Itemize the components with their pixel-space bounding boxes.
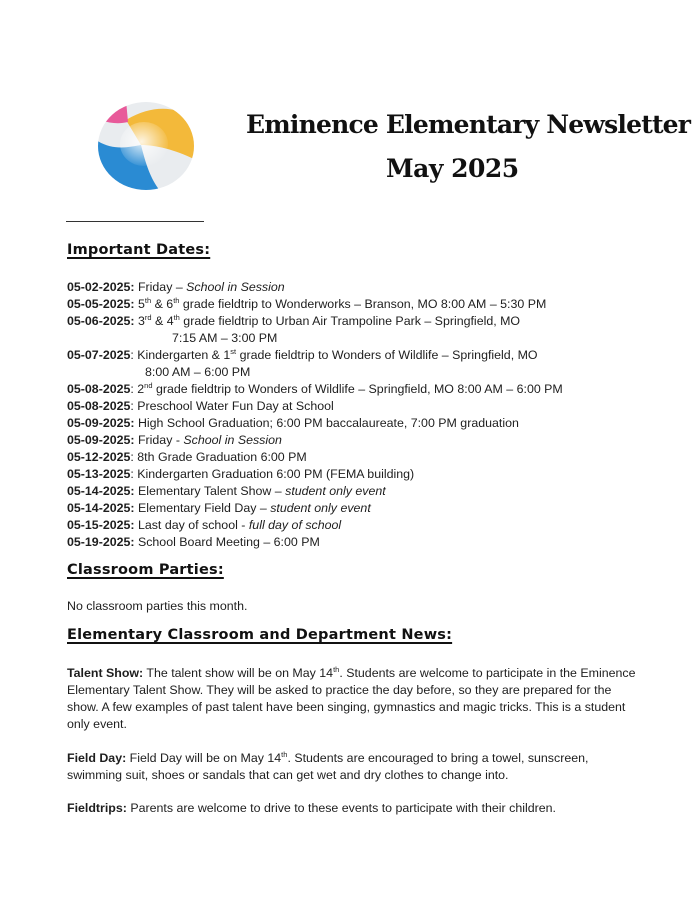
list-item: 05-14-2025: Elementary Field Day – student only event xyxy=(67,501,371,515)
list-item: 05-02-2025: Friday – School in Session xyxy=(67,280,285,294)
list-item: 05-05-2025: 5th & 6th grade fieldtrip to Wonderworks – Branson, MO 8:00 AM – 5:30 PM xyxy=(67,296,547,311)
important-dates-list xyxy=(67,279,687,551)
list-item: 05-15-2025: Last day of school - full day of school xyxy=(67,518,342,532)
field-day-paragraph: Field Day: Field Day will be on May 14th. Students are encouraged to bring a towel, sunscreen, swimming suit, shoes or sandals that can get wet and dry clothes to change into. xyxy=(67,750,589,782)
list-item: 05-06-2025: 3rd & 4th grade fieldtrip to Urban Air Trampoline Park – Springfield, MO xyxy=(67,313,521,328)
list-item: 05-09-2025: Friday - School in Session xyxy=(67,433,282,447)
list-item-continuation: 7:15 AM – 3:00 PM xyxy=(172,331,278,345)
news-heading: Elementary Classroom and Department News: xyxy=(67,627,453,643)
important-dates-heading: Important Dates: xyxy=(67,242,211,258)
list-item: 05-08-2025: 2nd grade fieldtrip to Wonders of Wildlife – Springfield, MO 8:00 AM – 6:00 PM xyxy=(67,381,563,396)
list-item-continuation: 8:00 AM – 6:00 PM xyxy=(145,365,251,379)
fieldtrips-paragraph: Fieldtrips: Parents are welcome to drive to these events to participate with their children. xyxy=(67,801,556,815)
classroom-parties-text: No classroom parties this month. xyxy=(67,599,248,613)
list-item: 05-13-2025: Kindergarten Graduation 6:00 PM (FEMA building) xyxy=(67,467,415,481)
newsletter-title: Eminence Elementary Newsletter xyxy=(246,110,691,139)
beach-ball-icon xyxy=(96,100,196,192)
newsletter-month: May 2025 xyxy=(386,154,519,183)
divider xyxy=(66,221,204,222)
talent-show-paragraph: Talent Show: The talent show will be on May 14th. Students are welcome to participate in the Eminence Elementary Talent Show. They will be asked to practice the day before, so they are prepared for the show. A few examples of past talent have been singing, gymnastics and magic tricks. This is a student only event. xyxy=(67,665,636,731)
list-item: 05-19-2025: School Board Meeting – 6:00 PM xyxy=(67,535,320,549)
list-item: 05-07-2025: Kindergarten & 1st grade fieldtrip to Wonders of Wildlife – Springfield, MO xyxy=(67,347,538,362)
list-item: 05-08-2025: Preschool Water Fun Day at School xyxy=(67,399,334,413)
list-item: 05-09-2025: High School Graduation; 6:00 PM baccalaureate, 7:00 PM graduation xyxy=(67,416,519,430)
list-item: 05-12-2025: 8th Grade Graduation 6:00 PM xyxy=(67,450,307,464)
list-item: 05-14-2025: Elementary Talent Show – student only event xyxy=(67,484,386,498)
classroom-parties-heading: Classroom Parties: xyxy=(67,562,224,578)
